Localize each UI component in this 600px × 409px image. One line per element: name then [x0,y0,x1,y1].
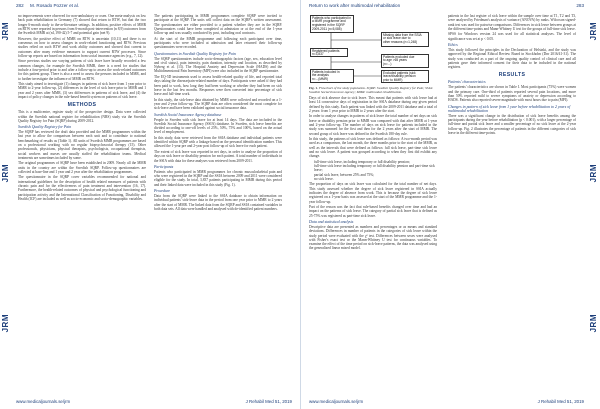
flow-box-line: the analysis [312,73,329,78]
left-sidebar-label-bottom: JRM [1,314,10,333]
paragraph: However, the positive effect of MMR on RTW is uncertain (10,11) and there is no consensus on how to assess changes in work-related functioning and RTW. Previous studies relied on such RTW and work ability outcomes and showed that current to outcomes after many evidence measures to support current RTW processes. Since follow-up reports are based on information from social insurance agencies (e.g., 7, 12). [18,36,146,58]
left-sidebar-label-top: JRM [1,22,10,41]
left-page-footer [16,399,292,406]
flow-box-line: (n=...) [383,62,392,67]
subheading-participants: Participants [154,164,174,169]
right-column-2 [448,14,576,395]
flow-box-included [310,69,354,83]
footer-url: www.medicaljournals.se/jrm [309,399,364,404]
paragraph: In this study, the sick-leave data obtained by MMR were collected and recorded on a 1-year and 2-year follow-up. The SQRP data are often considered the most complete for sick-leave and have been validated against social insurance data. [154,97,282,111]
paragraph: The patients participating in MMR programmes complete SQRP were invited to participate at the SQRP. The units will collect data on the SQRP's written assessment. The questionnaires are either provided to a patient whether they are in the SQRP. Questionnaires could have been completed at admission or at the end of the 1-year follow-up and was usually conducted by post, including oral contracts. [154,14,282,36]
figure-caption-text: Flowchart of the study population. SQRP: Swedish Quality Registry for Pain; SSIA: Swedish Social Insurance Agency; MMR: multimodal rehabilitation. [309,86,433,94]
footer-journal: J Rehabil Med 51, 2019 [537,399,584,404]
right-page-number: 283 [576,3,584,8]
left-sidebar [0,14,12,395]
paragraph: SPSS for Windows version 24 was used for all statistical analyses. The level of significance was set at p < 0.05. [448,32,576,41]
subheading-statistics: Data and statistical analysis [309,219,354,224]
paragraph: The extent of sick leave was reported in net days, in order to analyse the proportion of days on sick leave or disability pension for each patient. A total number of individuals in the SSIA with data for these analyses was retrieved from 2009-2011. [154,149,282,163]
paragraph: The SQRP has reviewed the draft data provided and the MMR programmes within the last year to allow the comparison between each unit and to contribute to national benchmarking of results as (Table 1). All units of Swedish MMR programmes are based on a professional working with no regular biopsychosocial therapy (15). Other professionals, physicians, physical therapists, psychologists, occupational therapists, social workers and nurses are usually staffed the rehabilitation teams. Medical treatments are sometimes included by some. [18,130,146,160]
paragraph: The proportion of days on sick leave was calculated for the total number of net days. This study assessed whether the degree of sick leave registered in SSIA actually indicates the degree of absence from work. This is because the degree of sick leave registered on a 1-year basis was assessed at the start of the MMR programme and the 1-year follow-up. [309,182,437,204]
paragraph: Descriptive data are presented as numbers and percentages or as means and standard deviations. Differences in number of patients in the categories of sick leave within the study period were evaluated with the χ² test. Differences between sexes were analysed with Fisher's exact test or the Mann-Whitney U test for continuous variables. To examine the effect of the time period on sick-leave patterns, the data was analysed using the generalized linear mixed model. [309,224,437,251]
paragraph: This study followed the principles in the Declaration of Helsinki, and the study was approved by the Regional Ethical Review Board in Stockholm (Dnr 2016/41-31). The study was conducted as a part of the ongoing quality control of clinical care and all patients gave their informed consent for their data to be included in the national registers. [448,47,576,70]
paragraph: Since previous studies use varying patterns of sick leave have broadly recorded a few common changes, for example the Swedish MMR, there is a need for studies that include a four-period prior to and after a follow-up to assess the work-related outcomes for this patient group. There is also a need to assess the persons included in MMR, and to further investigate the influence of MMR on RTW. [18,59,146,81]
subheading-sick-leave-changes: Changes in pattern of sick leave from 1 year before rehabilitation to 2 years of multimodal rehabilitation [448,104,571,113]
paragraph: The EQ-5D instruments used to assess health-related quality of life, and reported total days taking the disease/pain-related number of days. Participants were asked if they had been paid to work, how long they had been working or whether they had been on sick leave in the last few months. Responses were then converted into percentage of sick leave and full-time work. [154,74,282,97]
right-sidebar [588,14,600,395]
paragraph: At the start of the MMR programme and following each participant over time, participants who were included at admission and later returned their follow-up questionnaires were recorded. [154,36,282,50]
flow-box-missing-data [381,32,429,47]
flow-box-line: or sick leave due to [383,36,411,41]
paragraph: The SQRP questionnaires include socio-demographic factors (age, sex, education level and civil status), pain intensity, pain duration, intensity and location, as described by Nyberg et al. (13). The Hospital Anxiety and Depression Scale (HADS) and the Multidimensional Pain Inventory (MPI) were also included in the SQRP questionnaire. [154,56,282,74]
right-page-header [309,3,584,11]
list-item: • full-time sick leave including temporary or full disability pension and part-time sick leave; [314,164,437,173]
results-heading: RESULTS [498,72,526,79]
methods-heading: METHODS [67,102,97,109]
paragraph: This is a multicentre, register study of the prospective design. Data were collected within the Swedish national register for rehabilitation (NRS) study via the Swedish Quality Registry for Pain (SQRP) during 2009-2012. [18,110,146,123]
flow-box-line: prior to MMR) [383,78,403,83]
paragraph: People in Sweden with sick leave for at least 14 days. The data are included in the Swedish Social Insurance Agency (SSIA) database. In Sweden, sick leave benefits are divided according to one-off levels of 25%, 50%, 75% and 100%, based on the actual level of employment. [154,117,282,135]
paragraph: In this study, the patterns of sick leave was defined as follows: A two-month period was used as a comparison, the last month, the three months prior to the start of the MMR, as well as the intervals that were defined as follows: full sick leave, part-time sick leave and no sick leave. A patient was grouped according to when they first did exhibit any change. [309,137,437,159]
paragraph: Part of the reason was the fact that rule-based benefits changed over time and had an impact on the patterns of sick leave. The category of partial sick leave that is defined as 25-75% was registered as part-time sick leave. [309,205,437,218]
paragraph: In order to analyse changes in patterns of sick leave the total number of net days on sick leave or disability pension prior to MMR was compared with that after MMR at 1-year and 2-year follow-up. The number of days on sick leave for patients included in the study was summed for the first and then for the 2 years after the start of MMR. The second group of sick leave was defined in the Swedish 180-day rule. [309,114,437,136]
flow-box-line: Registered patients [312,48,340,53]
flow-box-line: n=...(MMR) [312,77,329,82]
paragraph: patients in the last register of sick leave within the sample over time at T1, T2 and T3, were analysed by Friedman's analysis of variance (ANOVA) by ranks. Wilcoxon signed-rank test was used for pairwise comparisons. Differences in sick leave between groups at the different time-points and Mann-Whitney U test for the groups of full-time sick leave. [448,14,576,31]
paragraph: The questionnaire in the SQRP cover variables recommended for national and international guidelines for the description of health related measures of patients with chronic pain and for the effectiveness of pain treatment and intervention (16, 17). Furthermore, the health-related outcomes of physical and psychological functioning and participation activity and the International Classification of Functioning, Disability and Health (ICF) are included as well as socio-economic and socio-demographic variables. [18,175,146,201]
flow-box-line: n=3,837 [312,52,324,57]
list-item: • full-time sick leave, including temporary or full disability pension; [314,160,437,164]
right-page [300,0,600,409]
paragraph: Data from the SQRP were linked to the SSIA database to obtain information on individual patients' sick-leave data in the period from one year prior to MMR to 2 years after the start of MMR. The linked data from the SQRP and SSIA contained variables in both data sets. All data were handled and analysed with de-identified patient numbers. [154,194,282,211]
sick-leave-category-list [309,160,437,181]
right-sidebar-label-top: JRM [589,22,598,41]
footer-url: www.medicaljournals.se/jrm [16,399,71,404]
list-item: • no sick leave. [314,177,437,181]
flow-box-excluded-sick-leave [381,70,429,83]
subheading-sqrp: Swedish Quality Registry for Pain [18,125,72,130]
flow-box-eligible [310,15,354,33]
paragraph: Patients who participated in MMR programmes for chronic musculoskeletal pain and who were registered in the SQRP and the SSIA between 2009 and 2011 were considered eligible for the study. In total, 3,837 patients participating in MMR during this period and their linked data were included in this study (Fig. 1). [154,169,282,187]
figure-caption-label: Fig. 1. [309,86,318,90]
paragraph: The original programmes of SQRP have been established in 2009. Nearly all the MMR units in the country are within the Swedish SQRP. Follow-up questionnaires are collected at base-line and 1 year and 2 year after the rehabilitation programmes. [18,161,146,174]
flow-box-line: leave/disability pension [383,74,416,79]
left-sidebar-label-middle: JRM [1,164,10,183]
flow-box-excluded-age [381,54,429,68]
left-column-2 [154,14,282,395]
subheading-procedure: Procedure [154,189,171,194]
paragraph: In this study, data were retrieved from the SSIA database and individual patients were identified within SQRP with a linkage based on the personal identification number. This allowed the 1-year pre and 2-year post follow-up of sick leave for each patient. [154,135,282,149]
paragraph: There was a significant change in the distribution of sick leave benefits among the participants during the year before rehabilitation (p < 0.001), with a larger percentage of full-time and partial sick leave and a smaller percentage of no sick leave at the 2-year follow-up. Fig. 2 illustrates the percentage of patients in the different categories of sick leave in the different time-points. [448,113,576,135]
paragraph: Days of sick absence due to sick leave. This meant that patients with sick leave had at least 14 consecutive days of registration in the SSIA database during any given period defined by this study. Each patient was linked with the 2009-2011 database and a total of 2 years: from 1 year prior to MMR to 2 years after the start. [309,96,437,113]
flow-box-line: Missing data from the SSIA [383,32,422,37]
flow-box-line: Excluded patients (sick [383,70,416,75]
flow-box-line: a MMR programme and [312,19,346,24]
subheading-ssia: Swedish Social Insurance Agency database [154,112,222,117]
footer-journal: J Rehabil Med 51, 2019 [245,399,292,404]
flow-box-line: Patients excluded due [383,54,415,59]
right-running-title: Return to work after multimodal rehabilitation [309,3,401,8]
flow-box-registered [310,48,348,57]
paragraph: no improvements were observed for non-ambulatory or oxen. One meta-analysis on low back pain rehabilitation in Germany (7) showed that return to RTW, but that the two longer 6-month study to the-ar-literature settings. In addition, positive effects of MMR on RTW were reported in persons from 6-month post-intervention (n 8,9) outcomes from the Swedish MMR at (n1,190-42) 5-7 and potential gain (net 9). [18,14,146,36]
flow-box-line: to age >65 years [383,58,407,63]
paragraph: The patients' characteristics are shown in Table I. Most participants (75%) were women and the primary care. One-third of patients reported several pain locations, and more than 50% reported mild to severe symptoms of anxiety or depression according to HADS. Patients also reported severe magnitude with most hours due to pain (MPI). [448,85,576,103]
right-page-footer [309,399,584,406]
right-column-1 [309,14,437,395]
right-sidebar-label-bottom: JRM [589,314,598,333]
figure-caption [309,86,437,94]
subheading-patient-characteristics: Patients' characteristics [448,80,486,85]
subheading-ethics: Ethics [448,42,458,47]
right-sidebar-label-middle: JRM [589,164,598,183]
left-column-1 [18,14,146,395]
flow-box-line: Patients included in [312,69,340,74]
list-item: • partial sick leave, between 25% and 75%; [314,173,437,177]
flow-box-line: Patients who participated in [312,15,351,20]
flow-box-line: registered in the SQRP [312,23,345,28]
left-page-number: 282 [16,3,24,8]
left-running-title: M. Rosado Pozzer et al. [30,3,80,8]
flowchart-figure [309,14,437,84]
subheading-questionnaires: Questionnaires in Swedish Quality Registry for Pain [154,51,236,56]
left-page-header [16,3,292,11]
flow-box-line: other reasons (n=1,248) [383,40,418,45]
paragraph: This study aimed to investigate (1) changes in patterns of sick leave from 1 year prior to MMR to 2-year follow-up, (2) differences in the level of sick leave prior to MMR and 1 year and 2 years after MMR, (3) sex differences in patterns of sick leave, and (4) the impact of policy changes in the rule-based benefit system on patterns of sick leave. [18,82,146,99]
flow-box-line: 2009-2011 (n=5,085) [312,26,342,31]
